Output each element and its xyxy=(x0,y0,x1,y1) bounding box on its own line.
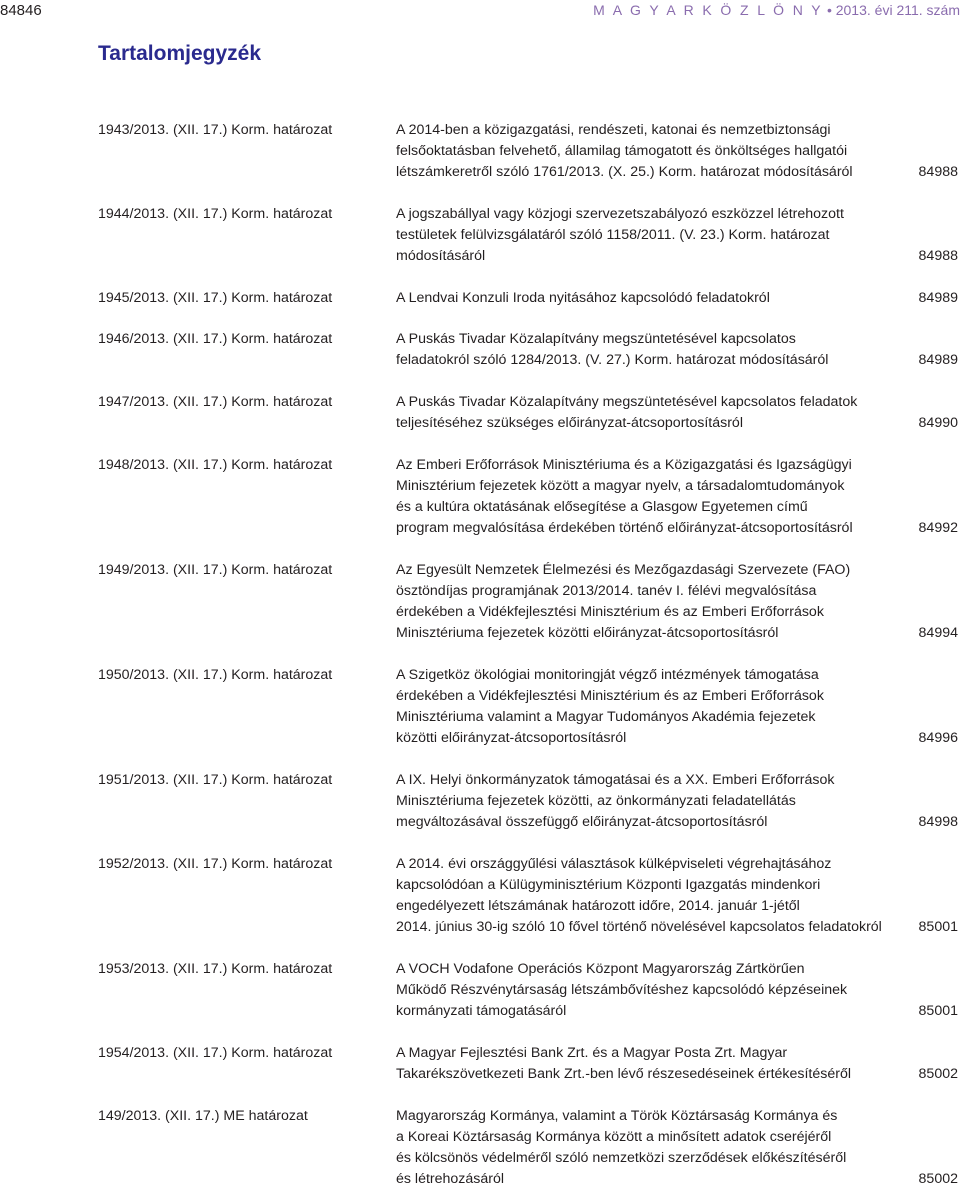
toc-entry-page-number: 85002 xyxy=(918,1066,958,1082)
header-separator: • xyxy=(826,2,836,18)
toc-entry-description-line: Minisztériuma valamint a Magyar Tudományos Akadémia fejezetek xyxy=(396,709,816,725)
toc-entry xyxy=(0,959,960,1022)
toc-entry-description xyxy=(396,854,906,938)
journal-name: M A G Y A R K Ö Z L Ö N Y xyxy=(593,2,824,18)
toc-entry-description-line: Magyarország Kormánya, valamint a Török Köztársaság Kormánya és xyxy=(396,1108,838,1124)
toc-entry-page-number: 85001 xyxy=(918,1003,958,1019)
toc-entry-description-line: testületek felülvizsgálatáról szóló 1158/2011. (V. 23.) Korm. határozat xyxy=(396,227,830,243)
toc-entry-description xyxy=(396,1043,906,1085)
toc-entry-description-line: engedélyezett létszámának határozott időre, 2014. január 1-jétől xyxy=(396,898,800,914)
toc-entry xyxy=(0,329,960,371)
toc-entry-description-line: a Koreai Köztársaság Kormánya között a minősített adatok cseréjéről xyxy=(396,1129,832,1145)
toc-entry-description-line: A 2014. évi országgyűlési választások külképviseleti végrehajtásához xyxy=(396,856,832,872)
toc-entry-page-number: 84988 xyxy=(918,248,958,264)
toc-entry-reference: 1951/2013. (XII. 17.) Korm. határozat xyxy=(98,772,333,788)
toc-entry-description xyxy=(396,329,906,371)
toc-entry-description xyxy=(396,392,906,434)
toc-entry-reference: 1949/2013. (XII. 17.) Korm. határozat xyxy=(98,562,333,578)
toc-entry-description-line: kapcsolódóan a Külügyminisztérium Központi Igazgatás mindenkori xyxy=(396,877,821,893)
toc-entry-page-number: 84992 xyxy=(918,520,958,536)
issue-number: 2013. évi 211. szám xyxy=(835,2,960,18)
toc-entry-description-line: létszámkeretről szóló 1761/2013. (X. 25.) Korm. határozat módosításáról xyxy=(396,164,853,180)
toc-entry-page-number: 84988 xyxy=(918,164,958,180)
toc-entry-description-line: A VOCH Vodafone Operációs Központ Magyarország Zártkörűen xyxy=(396,961,805,977)
toc-entry-description-line: A Magyar Fejlesztési Bank Zrt. és a Magyar Posta Zrt. Magyar xyxy=(396,1045,788,1061)
page-title: Tartalomjegyzék xyxy=(98,42,262,65)
toc-entry xyxy=(0,560,960,644)
toc-entry-reference: 1946/2013. (XII. 17.) Korm. határozat xyxy=(98,331,333,347)
toc-entry-page-number: 84994 xyxy=(918,625,958,641)
toc-entry-description xyxy=(396,959,906,1022)
toc-entry-description-line: A IX. Helyi önkormányzatok támogatásai és a XX. Emberi Erőforrások xyxy=(396,772,835,788)
toc-entry-description xyxy=(396,770,906,833)
toc-entry-description-line: Működő Részvénytársaság létszámbővítéshez kapcsolódó képzéseinek xyxy=(396,982,848,998)
toc-entry xyxy=(0,120,960,183)
toc-entry-description xyxy=(396,560,906,644)
toc-entry xyxy=(0,288,960,309)
toc-entry-page-number: 84996 xyxy=(918,730,958,746)
toc-entry-description-line: Minisztériuma fejezetek közötti előirányzat-átcsoportosításról xyxy=(396,625,779,641)
toc-entry-description-line: A Puskás Tivadar Közalapítvány megszüntetésével kapcsolatos feladatok xyxy=(396,394,858,410)
toc-entry-reference: 149/2013. (XII. 17.) ME határozat xyxy=(98,1108,308,1124)
toc-entry-description-line: módosításáról xyxy=(396,248,486,264)
toc-entry-reference: 1947/2013. (XII. 17.) Korm. határozat xyxy=(98,394,333,410)
toc-entry-description-line: 2014. június 30-ig szóló 10 fővel történő növelésével kapcsolatos feladatokról xyxy=(396,919,882,935)
toc-entry xyxy=(0,665,960,749)
toc-entry-description-line: és a kultúra oktatásának elősegítése a Glasgow Egyetemen című xyxy=(396,499,808,515)
toc-entry-description-line: Minisztérium fejezetek között a magyar nyelv, a társadalomtudományok xyxy=(396,478,845,494)
toc-entry-reference: 1948/2013. (XII. 17.) Korm. határozat xyxy=(98,457,333,473)
toc-entry-description-line: ösztöndíjas programjának 2013/2014. tanév I. félévi megvalósítása xyxy=(396,583,817,599)
toc-entry-description-line: Az Egyesült Nemzetek Élelmezési és Mezőgazdasági Szervezete (FAO) xyxy=(396,562,851,578)
toc-entry-description-line: A Puskás Tivadar Közalapítvány megszüntetésével kapcsolatos xyxy=(396,331,796,347)
toc-entry-description-line: és kölcsönös védelméről szóló nemzetközi szerződések előkészítéséről xyxy=(396,1150,847,1166)
toc-entry-description-line: érdekében a Vidékfejlesztési Minisztérium és az Emberi Erőforrások xyxy=(396,688,824,704)
toc-entry-description-line: felsőoktatásban felvehető, államilag támogatott és önköltséges hallgatói xyxy=(396,143,848,159)
toc-entry-description-line: megváltozásával összefüggő előirányzat-átcsoportosításról xyxy=(396,814,768,830)
toc-entry xyxy=(0,854,960,938)
toc-entry-description-line: Takarékszövetkezeti Bank Zrt.-ben lévő részesedéseinek értékesítéséről xyxy=(396,1066,852,1082)
toc-entry-description-line: A jogszabállyal vagy közjogi szervezetszabályozó eszközzel létrehozott xyxy=(396,206,844,222)
toc-entry-reference: 1953/2013. (XII. 17.) Korm. határozat xyxy=(98,961,333,977)
toc-entry-description xyxy=(396,665,906,749)
toc-entry-page-number: 85002 xyxy=(918,1171,958,1187)
toc-entry-description xyxy=(396,204,906,267)
running-header xyxy=(593,2,960,18)
toc-entry-description xyxy=(396,455,906,539)
toc-entry-description-line: A Szigetköz ökológiai monitoringját végző intézmények támogatása xyxy=(396,667,819,683)
toc-entry-reference: 1954/2013. (XII. 17.) Korm. határozat xyxy=(98,1045,333,1061)
toc-entry-description-line: érdekében a Vidékfejlesztési Minisztérium és az Emberi Erőforrások xyxy=(396,604,824,620)
toc-entry-description xyxy=(396,1106,906,1190)
toc-entry xyxy=(0,1043,960,1085)
toc-entry-page-number: 85001 xyxy=(918,919,958,935)
toc-entry-reference: 1944/2013. (XII. 17.) Korm. határozat xyxy=(98,206,333,222)
toc-entry-reference: 1950/2013. (XII. 17.) Korm. határozat xyxy=(98,667,333,683)
toc-entry-description-line: feladatokról szóló 1284/2013. (V. 27.) Korm. határozat módosításáról xyxy=(396,352,829,368)
toc-entry-page-number: 84989 xyxy=(918,290,958,306)
toc-entry-description-line: A Lendvai Konzuli Iroda nyitásához kapcsolódó feladatokról xyxy=(396,290,770,306)
toc-entry-description-line: teljesítéséhez szükséges előirányzat-átcsoportosításról xyxy=(396,415,743,431)
toc-entry xyxy=(0,455,960,539)
toc-entry-page-number: 84989 xyxy=(918,352,958,368)
toc-entry-description xyxy=(396,288,906,309)
toc-entry-description-line: közötti előirányzat-átcsoportosításról xyxy=(396,730,627,746)
toc-entry-description xyxy=(396,120,906,183)
toc-entry-description-line: A 2014-ben a közigazgatási, rendészeti, katonai és nemzetbiztonsági xyxy=(396,122,831,138)
toc-entry-description-line: kormányzati támogatásáról xyxy=(396,1003,567,1019)
toc-entry-description-line: és létrehozásáról xyxy=(396,1171,505,1187)
toc-entry-page-number: 84998 xyxy=(918,814,958,830)
page-number: 84846 xyxy=(0,2,42,19)
toc-entry-reference: 1952/2013. (XII. 17.) Korm. határozat xyxy=(98,856,333,872)
toc-entry-description-line: Minisztériuma fejezetek közötti, az önkormányzati feladatellátás xyxy=(396,793,796,809)
toc-entry-reference: 1945/2013. (XII. 17.) Korm. határozat xyxy=(98,290,333,306)
toc-entry-reference: 1943/2013. (XII. 17.) Korm. határozat xyxy=(98,122,333,138)
toc-entry-page-number: 84990 xyxy=(918,415,958,431)
toc-entry xyxy=(0,770,960,833)
toc-entry xyxy=(0,1106,960,1190)
toc-entry-description-line: program megvalósítása érdekében történő előirányzat-átcsoportosításról xyxy=(396,520,853,536)
toc-entry-description-line: Az Emberi Erőforrások Minisztériuma és a Közigazgatási és Igazságügyi xyxy=(396,457,852,473)
toc-entry xyxy=(0,204,960,267)
toc-entry xyxy=(0,392,960,434)
